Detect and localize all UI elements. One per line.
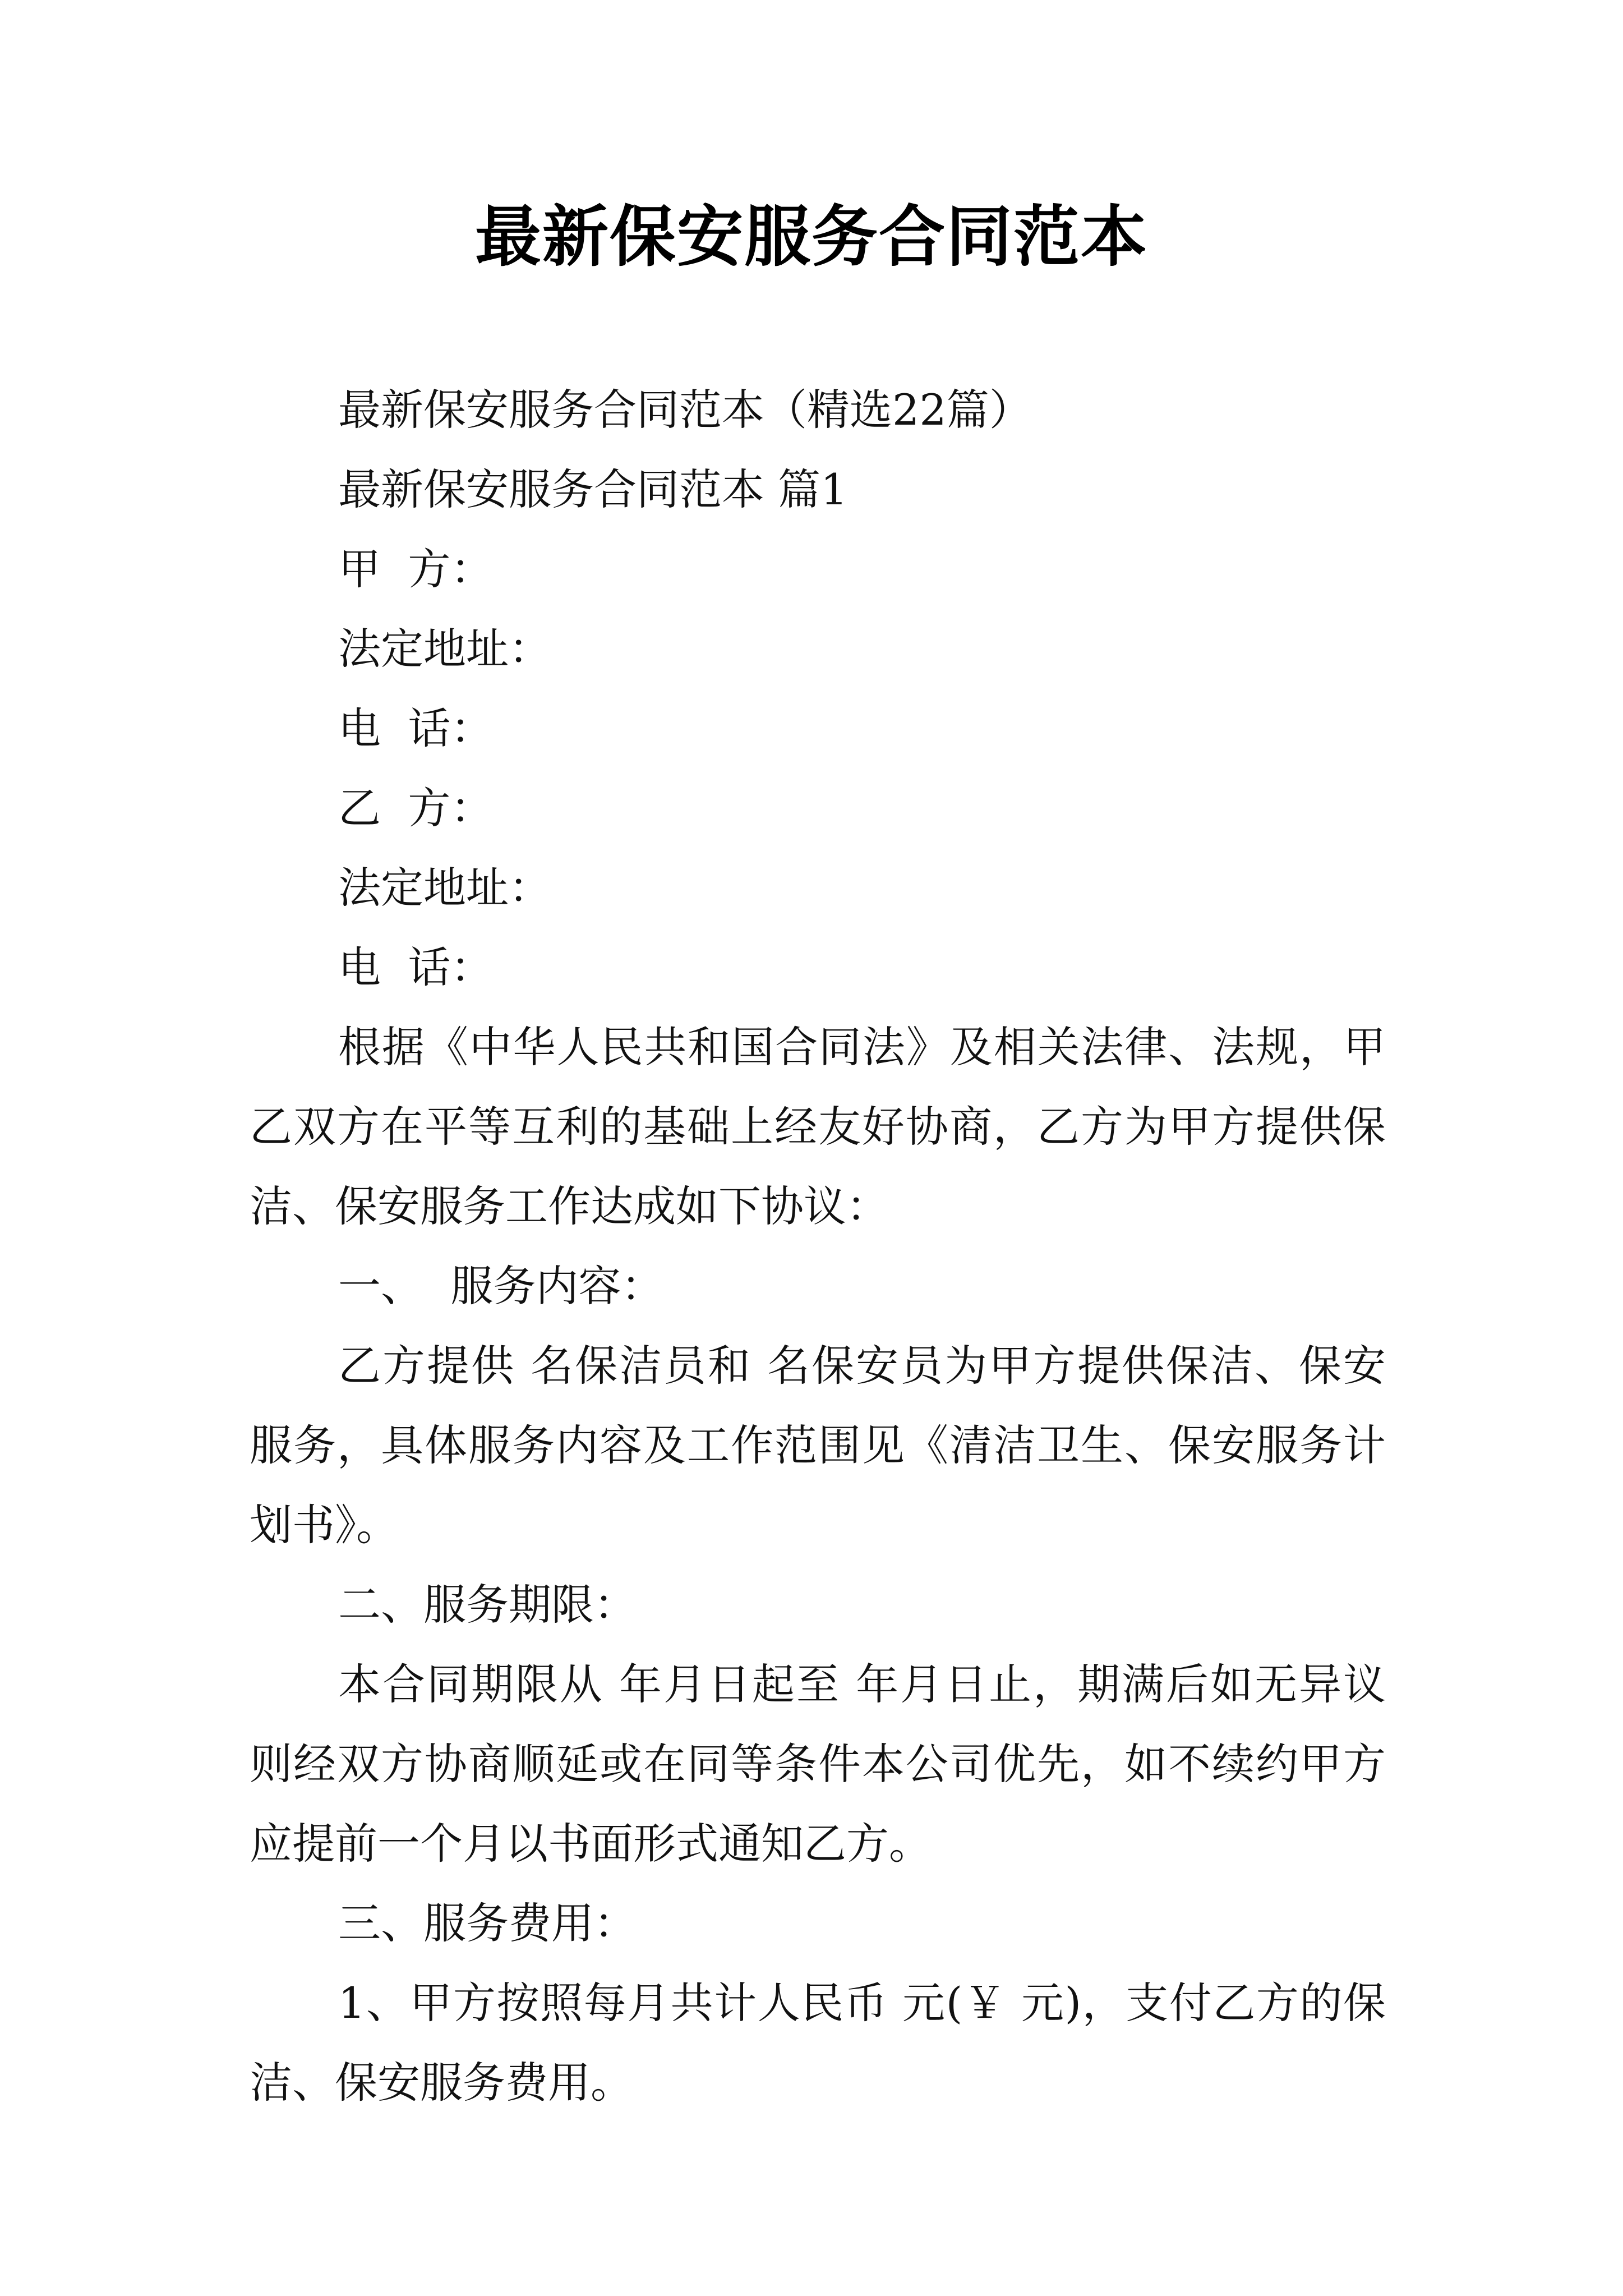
party-a-label: 甲 方： — [338, 544, 494, 594]
party-a-phone-label: 电 话： — [338, 703, 494, 753]
intro-paragraph: 根据《中华人民共和国合同法》及相关法律、法规，甲乙双方在平等互利的基础上经友好协商，乙方为甲方提供保洁、保安服务工作达成如下协议： — [250, 1022, 1386, 1231]
clause-2-heading: 二、服务期限： — [338, 1580, 637, 1630]
clause-3-text: 1、甲方按照每月共计人民币 元(￥ 元)，支付乙方的保洁、保安服务费用。 — [250, 1978, 1386, 2108]
document-subtitle: 最新保安服务合同范本（精选22篇） — [338, 385, 1032, 435]
clause-2-text: 本合同期限从 年月日起至 年月日止，期满后如无异议则经双方协商顺延或在同等条件本公司优先，如不续约甲方应提前一个月以书面形式通知乙方。 — [250, 1659, 1386, 1869]
section-heading: 最新保安服务合同范本 篇1 — [338, 464, 848, 514]
party-b-phone-label: 电 话： — [338, 942, 494, 992]
party-a-address-label: 法定地址： — [338, 624, 551, 674]
document-title: 最新保安服务合同范本 — [474, 198, 1148, 275]
party-b-label: 乙 方： — [338, 783, 494, 833]
clause-1-heading: 一、 服务内容： — [338, 1261, 664, 1311]
document-body — [250, 370, 1386, 2123]
party-b-address-label: 法定地址： — [338, 863, 551, 913]
clause-3-heading: 三、服务费用： — [338, 1898, 637, 1948]
clause-1-text: 乙方提供 名保洁员和 名保安员为甲方提供保洁、保安服务，具体服务内容及工作范围见《清洁卫生、保安服务计划书》。 — [250, 1341, 1386, 1550]
